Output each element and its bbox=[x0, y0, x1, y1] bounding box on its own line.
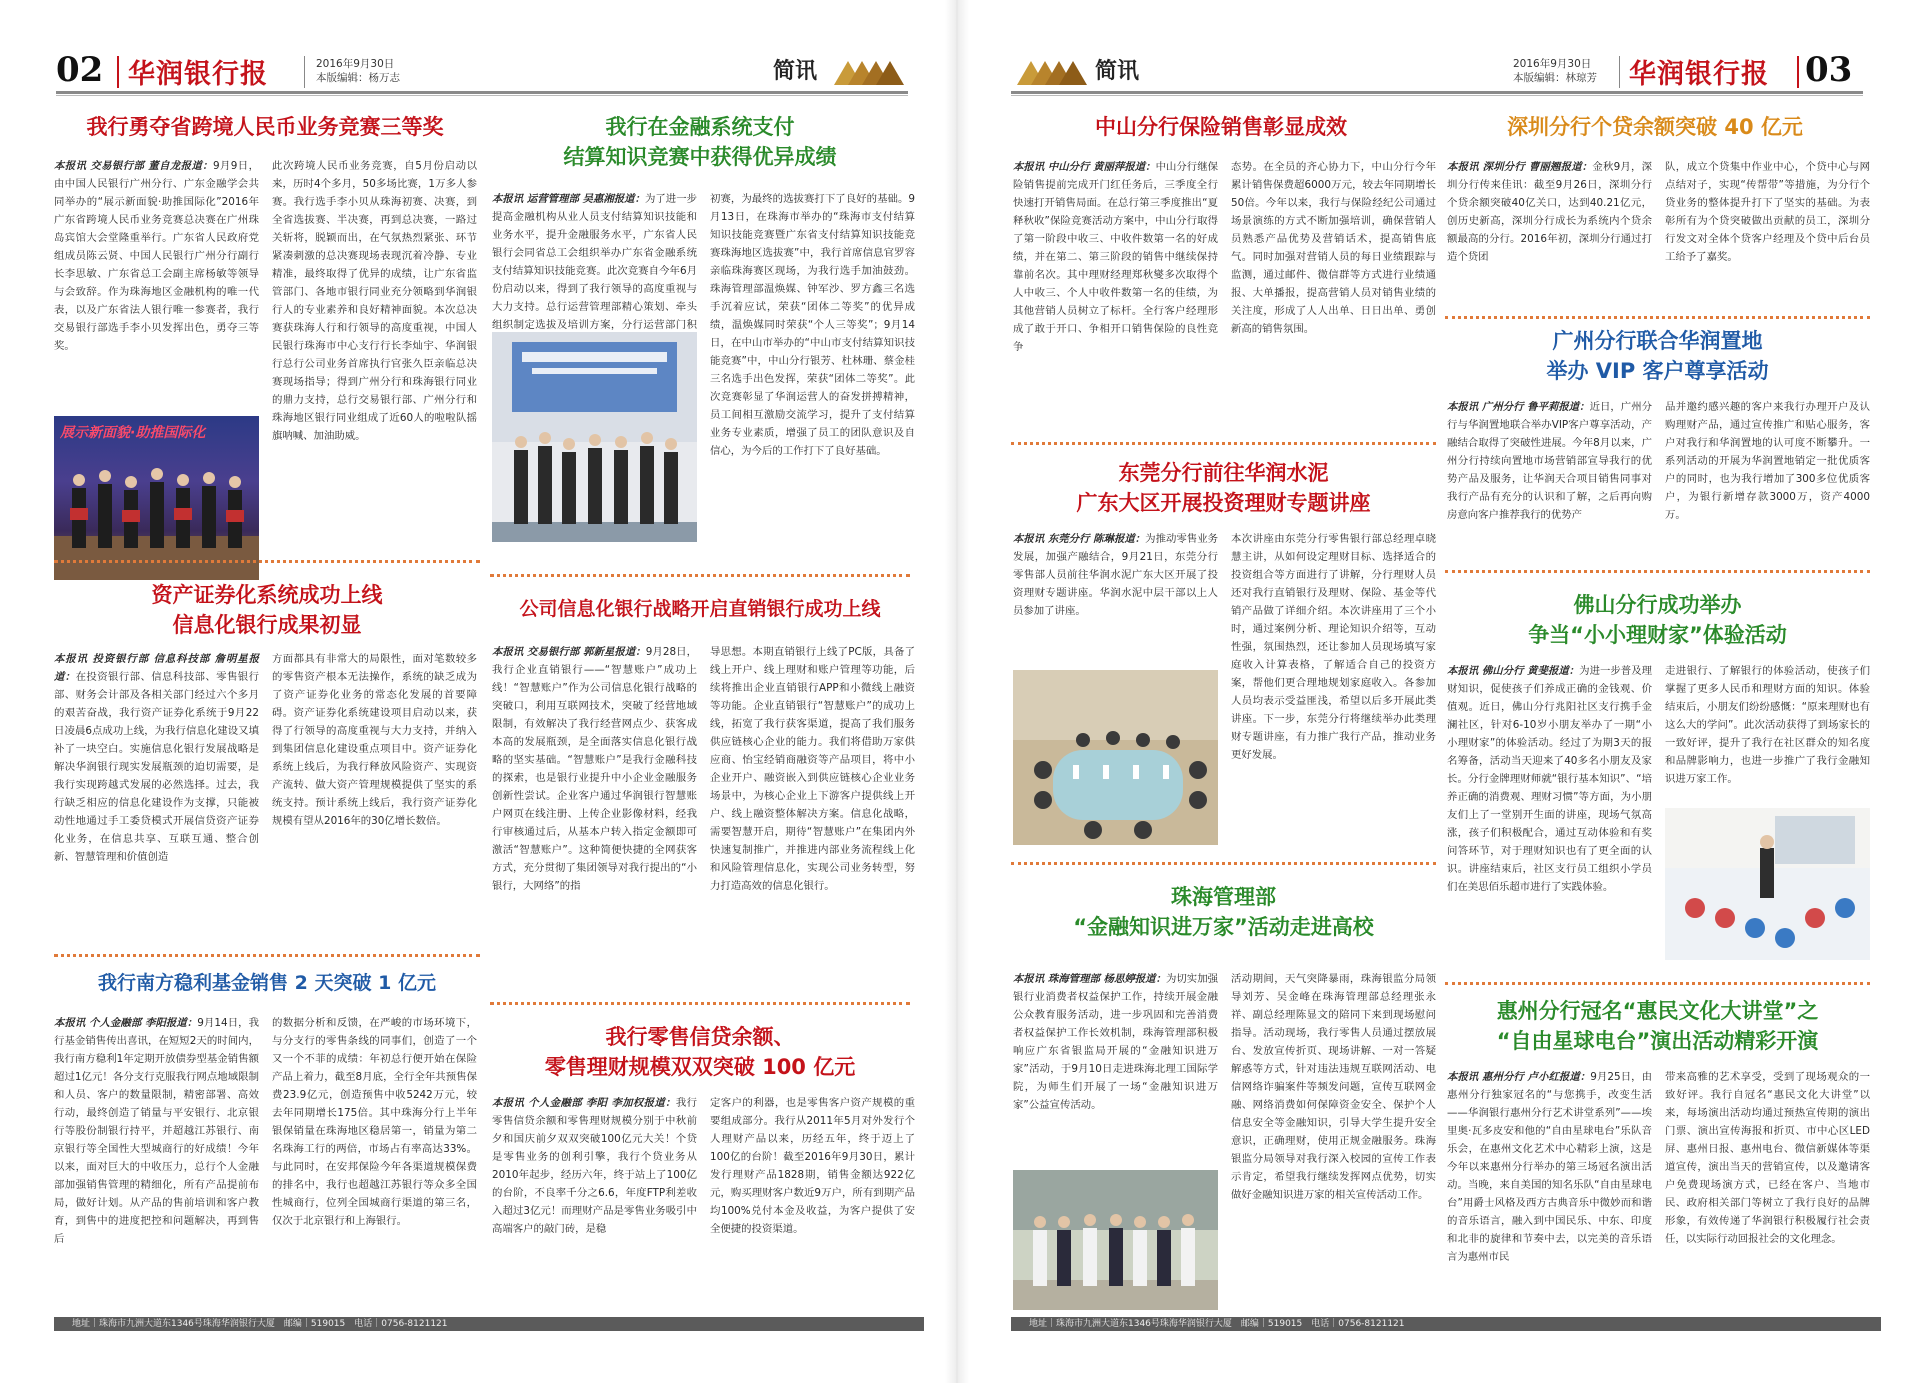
article-title: 东莞分行前往华润水泥 广东大区开展投资理财专题讲座 bbox=[1076, 461, 1371, 515]
byline: 本报讯 广州分行 鲁平莉报道： bbox=[1447, 401, 1590, 413]
article-body-col2: 态势。在全员的齐心协力下，中山分行今年累计销售保费超6000万元，较去年同期增长50倍。今年以来，我行与保险经纪公司通过场景演练的方式不断加强培训，确保营销人员熟悉产品优势及营销话术，提高销售底气。同时加强对营销人员的每日业绩跟踪与监测，通过邮件、微信群等方式进行业绩通报、大单播报，提高营销人员对销售业绩的关注度，形成了人人出单、日日出单、勇创新高的销售氛围。 bbox=[1231, 161, 1436, 335]
byline: 本报讯 交易银行部 董自龙报道： bbox=[54, 160, 214, 172]
article-body-col2: 定客户的利器，也是零售客户资产规模的重要组成部分。我行从2011年5月对外发行个人理财产品以来，历经五年，终于迈上了100亿的台阶！截至2016年9月30日，累计发行理财产品1828期，销售金额达922亿元，购买理财客户数近9万户，所有到期产品均100%兑付本金及收益，为客户提供了安全便捷的投资渠道。 bbox=[710, 1097, 915, 1235]
footer-address: 地址｜珠海市九洲大道东1346号珠海华润银行大厦 邮编｜519015 电话｜0756-8121121 bbox=[1011, 1317, 1881, 1331]
header-rule bbox=[1011, 95, 1863, 96]
paragraph: 9月25日，由惠州分行独家冠名的“与您携手，改变生活——华润银行惠州分行艺术讲堂系列”——埃里奥·瓦多皮安和他的“自由星球电台”乐队音乐会，在惠州文化艺术中心精彩上演，这是今年以来惠州分行举办的第三场冠名演出活动。当晚，来自美国的知名乐队“自由星球电台”用爵士风格及西方古典音乐中微妙而和谐的音乐语言，融入到中国民乐、中东、印度和北非的旋律和节奏中去，以完美的音乐语言为惠州市民 bbox=[1447, 1071, 1652, 1263]
article-title: 我行勇夺省跨境人民币业务竞赛三等奖 bbox=[86, 115, 444, 139]
issue-meta bbox=[316, 57, 400, 85]
article-title: 我行零售信贷余额、 零售理财规模双双突破 100 亿元 bbox=[544, 1025, 856, 1079]
dotted-separator bbox=[1011, 862, 1436, 865]
footer-address: 地址｜珠海市九洲大道东1346号珠海华润银行大厦 邮编｜519015 电话｜0756-8121121 bbox=[54, 1317, 924, 1331]
issue-date: 2016年9月30日 bbox=[316, 58, 395, 70]
page-number: 02 bbox=[56, 50, 104, 90]
kids-class-illustration bbox=[1665, 808, 1870, 960]
page-number: 03 bbox=[1805, 50, 1853, 90]
header-divider bbox=[304, 56, 305, 88]
article-title: 资产证券化系统成功上线 信息化银行成果初显 bbox=[151, 583, 383, 637]
award-photo bbox=[54, 416, 259, 580]
kids-photo bbox=[1665, 808, 1870, 960]
editor: 本版编辑：杨万志 bbox=[316, 72, 400, 84]
article-title: 广州分行联合华润置地 举办 VIP 客户尊享活动 bbox=[1546, 329, 1769, 383]
article-body-col2: 走进银行、了解银行的体验活动，使孩子们掌握了更多人民币和理财方面的知识。体验结束后，小朋友们纷纷感慨：“原来理财也有这么大的学问”。此次活动获得了到场家长的一致好评，提升了我行在社区群众的知名度和品牌影响力，也进一步推广了我行金融知识进万家工作。 bbox=[1665, 665, 1870, 785]
dotted-separator bbox=[54, 954, 480, 957]
byline: 本报讯 珠海管理部 杨思婷报道： bbox=[1013, 973, 1166, 985]
article-body-col2: 本次讲座由东莞分行零售银行部总经理卓晓慧主讲，从如何设定理财目标、选择适合的投资组合等方面进行了讲解，分行理财人员还对我行直销银行及理财、保险、基金等代销产品做了详细介绍。本次讲座用了三个小时，通过案例分析、理论知识介绍等，互动性强，氛围热烈，还让参加人员现场填写家庭收入计算表格，了解适合自己的投资方案，帮他们更合理地规划家庭收入。各参加人员均表示受益匪浅，希望以后多开展此类讲座。下一步，东莞分行将继续举办此类理财专题讲座，有力推广我行产品，推动业务更好发展。 bbox=[1231, 533, 1436, 761]
page-right bbox=[957, 0, 1914, 1383]
article-title: 中山分行保险销售彰显成效 bbox=[1095, 115, 1347, 139]
article-body bbox=[54, 650, 259, 938]
article-body bbox=[54, 157, 259, 419]
article-title: 珠海管理部 “金融知识进万家”活动走进高校 bbox=[1073, 885, 1374, 939]
lecture-room-illustration bbox=[1013, 670, 1218, 845]
article-title: 深圳分行个贷余额突破 40 亿元 bbox=[1507, 115, 1803, 139]
article-body-col2: 的数据分析和反馈，在严峻的市场环境下，与分支行的零售条线的同事们，创造了一个又一个不菲的成绩：年初总行便开始在保险产品上着力，截至8月底，全行全年共预售保费23.9亿元，创造预售中收5242万元，较去年同期增长175倍。其中珠海分行上半年银保销量在珠海地区稳居第一，销量为第二名珠海工行的两倍，市场占有率高达33%。与此同时，在安邦保险今年各渠道规模保费的排名中，我行也超越江苏银行等众多全国性城商行，位列全国城商行渠道的第三名，仅次于北京银行和上海银行。 bbox=[272, 1017, 477, 1227]
article-title: 惠州分行冠名“惠民文化大讲堂”之 “自由星球电台”演出活动精彩开演 bbox=[1496, 999, 1819, 1053]
article-body bbox=[1013, 970, 1218, 1160]
issue-date: 2016年9月30日 bbox=[1513, 58, 1592, 70]
byline: 本报讯 东莞分行 陈琳报道： bbox=[1013, 533, 1146, 545]
header-divider bbox=[1797, 56, 1799, 88]
award-people-illustration bbox=[54, 416, 259, 580]
editor: 本版编辑：林琼芳 bbox=[1513, 72, 1597, 84]
header-divider bbox=[1619, 56, 1620, 88]
competition-group-illustration bbox=[492, 332, 697, 542]
campus-photo bbox=[1013, 1170, 1218, 1310]
section-title: 简讯 bbox=[1095, 59, 1140, 84]
article-title: 公司信息化银行战略开启直销银行成功上线 bbox=[519, 598, 881, 620]
article-body bbox=[1447, 662, 1652, 964]
campus-group-illustration bbox=[1013, 1170, 1218, 1310]
dotted-separator bbox=[1445, 316, 1870, 319]
dotted-separator bbox=[1445, 570, 1870, 573]
article-body bbox=[492, 1094, 697, 1308]
paragraph: 为了进一步提高金融机构从业人员支付结算知识技能和业务水平，提升金融服务水平，广东省人民银行会同省总工会组织举办广东省金融系统支付结算知识技能竞赛。此次竞赛自今年6月份启动以来，得到了我行领导的高度重视与大力支持。总行运营管理部精心策划、牵头组织制定选拔及培训方案，分行运营部门积 bbox=[492, 193, 698, 331]
article-body bbox=[1447, 398, 1652, 556]
paragraph: 9月9日，由中国人民银行广州分行、广东金融学会共同举办的“展示新面貌·助推国际化”2016年广东省跨境人民币业务竞赛总决赛在广州珠岛宾馆大会堂隆重举行。广东省人民政府党组成员陈云贤、中国人民银行广州分行副行长李思敏、广东省总工会副主席杨敏等领导与会致辞。作为珠海地区金融机构的唯一代表，以及广东省法人银行唯一参赛者，我行交易银行部选手李小贝发挥出色，勇夺三等奖。 bbox=[54, 160, 259, 352]
byline: 本报讯 中山分行 黄丽萍报道： bbox=[1013, 161, 1156, 173]
article-body bbox=[1013, 530, 1218, 668]
header-rule bbox=[56, 95, 908, 96]
article-title: 我行南方稳利基金销售 2 天突破 1 亿元 bbox=[98, 972, 436, 994]
paragraph: 近日，广州分行与华润置地联合举办VIP客户尊享活动，产融结合取得了突破性进展。今年8月以来，广州分行持续向置地市场营销部宣导我行的优势产品及服务，让华润天合项目销售同事对我行产品有充分的认识和了解，之后再向购房意向客户推荐我行的优势产 bbox=[1447, 401, 1653, 521]
article-body-col2: 初赛，为最终的选拔赛打下了良好的基础。9月13日，在珠海市举办的“珠海市支付结算知识技能竞赛暨广东省支付结算知识技能竞赛珠海地区选拔赛”中，我行首席信息官罗容亲临珠海赛区现场，为我行选手加油鼓劲。珠海管理部温焕媒、钟军沙、罗方鑫三名选手沉着应试，荣获“团体二等奖”的优异成绩，温焕媒同时荣获“个人三等奖”；9月14日，在中山市举办的“中山市支付结算知识技能竞赛”中，中山分行银芳、杜林珊、蔡金桂三名选手出色发挥，荣获“团体二等奖”。此次竞赛彰显了华润运营人的奋发拼搏精神，员工间相互激励交流学习，提升了支付结算业务专业素质，增强了员工的团队意识及自信心，为今后的工作打下了良好基础。 bbox=[710, 193, 915, 457]
article-body-col2: 活动期间，天气突降暴雨，珠海银监分局领导刘芳、吴金峰在珠海管理部总经理张永祥、副总经理陈显文的陪同下来到现场慰问指导。活动现场，我行零售人员通过摆放展台、发放宣传折页、现场讲解、一对一答疑解惑等方式，针对违法违规互联网活动、电信网络诈骗案件等频发问题，宣传互联网金融、网络消费如何保障资金安全、保护个人信息安全等金融知识，引导大学生提升安全意识，正确理财，使用正规金融服务。珠海银监分局领导对我行深入校园的宣传工作表示肯定，希望我行继续发挥网点优势，切实做好金融知识进万家的相关宣传活动工作。 bbox=[1231, 973, 1436, 1201]
article-body bbox=[1447, 1068, 1652, 1310]
article-body-col2: 导思想。本期直销银行上线了PC版，具备了线上开户、线上理财和账户管理等功能，后续将推出企业直销银行APP和小微线上融资等功能。企业直销银行“智慧账户”的成功上线，拓宽了我行获客渠道，提高了我们服务供应链核心企业的能力。我们将借助万家供应商、怡宝经销商融资等产品项目，将中小企业开户、融资嵌入到供应链核心企业业务场景中，为核心企业上下游客户提供线上开户、线上融资整体解决方案。信息化战略，需要智慧开启，期待“智慧账户”在集团内外快速复制推广，并推进内部业务流程线上化和风险管理信息化，实现公司业务转型，努力打造高效的信息化银行。 bbox=[710, 646, 915, 892]
issue-meta bbox=[1513, 57, 1597, 85]
competition-photo bbox=[492, 332, 697, 542]
byline: 本报讯 惠州分行 卢小红报道： bbox=[1447, 1071, 1591, 1083]
paragraph: 金秋9月，深圳分行传来佳讯：截至9月26日，深圳分行个贷余额突破40亿关口，达到40.21亿元，创历史新高，深圳分行成长为系统内个贷余额最高的分行。2016年初，深圳分行通过打造个贷团 bbox=[1447, 161, 1652, 263]
article-body bbox=[1447, 158, 1652, 300]
paragraph: 在投资银行部、信息科技部、零售银行部、财务会计部及各相关部门经过六个多月的艰苦奋战，我行资产证券化系统于9月22日凌晨6点成功上线，为我行信息化建设又填补了一块空白。实施信息化银行发展战略是解决华润银行现实发展瓶颈的迫切需要，是我行实现跨越式发展的必然选择。过去，我行缺乏相应的信息化建设作为支撑，只能被动性地通过手工委贷模式开展信贷资产证券化业务，在信息共享、互联互通、整合创新、智慧管理和价值创造 bbox=[54, 671, 259, 863]
dotted-separator bbox=[490, 574, 910, 577]
byline: 本报讯 交易银行部 郭新星报道： bbox=[492, 646, 646, 658]
paragraph: 9月28日，我行企业直销银行——“智慧账户”成功上线！“智慧账户”作为公司信息化银行战略的突破口，利用互联网技术，突破了经营地域限制，有效解决了我行经营网点少、获客成本高的发展瓶颈，是全面落实信息化银行战略的坚实基础。“智慧账户”是我行金融科技的探索，也是银行业提升中小企业金融服务创新性尝试。企业客户通过华润银行智慧账户网页在线注册、上传企业影像材料，经我行审核通过后，从基本户转入指定金额即可激活“智慧账户”。这种简便快捷的全网获客方式，充分贯彻了集团领导对我行提出的“小银行，大网络”的指 bbox=[492, 646, 697, 892]
header-divider bbox=[117, 56, 119, 88]
brand-mountain-icon bbox=[1017, 59, 1089, 85]
article-title: 我行在金融系统支付 结算知识竞赛中获得优异成绩 bbox=[563, 115, 837, 169]
article-body bbox=[1013, 158, 1218, 426]
byline: 本报讯 个人金融部 李阳报道： bbox=[54, 1017, 198, 1029]
paragraph: 为推动零售业务发展，加强产融结合，9月21日，东莞分行零售部人员前往华润水泥广东大区开展了投资理财专题讲座。华润水泥中层干部以上人员参加了讲座。 bbox=[1013, 533, 1219, 617]
byline: 本报讯 个人金融部 李阳 李加权报道： bbox=[492, 1097, 676, 1109]
dotted-separator bbox=[1011, 442, 1436, 445]
article-title: 佛山分行成功举办 争当“小小理财家”体验活动 bbox=[1528, 593, 1787, 647]
dotted-separator bbox=[490, 1002, 910, 1005]
photo-banner-text: 展示新面貌·助推国际化 bbox=[60, 425, 206, 441]
lecture-photo bbox=[1013, 670, 1218, 845]
paragraph: 我行零售信贷余额和零售理财规模分别于中秋前夕和国庆前夕双双突破100亿元大关！个贷是零售业务的创利引擎，我行个贷业务从2010年起步，经历六年，终于站上了100亿的台阶，不良率千分之6.6，年度FTP利差收入超过3亿元！而理财产品是零售业务吸引中高端客户的敲门砖，是稳 bbox=[492, 1097, 697, 1235]
article-body-col2: 品并邀约感兴趣的客户来我行办理开户及认购理财产品，通过宣传推广和贴心服务，客户对我行和华润置地的认可度不断攀升。一系列活动的开展为华润置地销定一批优质客户的同时，也为我行增加了300多位优质客户，为银行新增存款3000万，资产4000万。 bbox=[1665, 401, 1870, 521]
article-body-col2: 队，成立个贷集中作业中心，个贷中心与网点结对子，实现“传帮带”等措施，为分行个贷业务的整体提升打下了坚实的基础。为表彰所有为个贷突破做出贡献的员工，深圳分行发文对全体个贷客户经理及个贷中后台员工给予了嘉奖。 bbox=[1665, 161, 1870, 263]
paragraph: 为切实加强银行业消费者权益保护工作，持续开展金融公众教育服务活动，进一步巩固和完善消费者权益保护工作长效机制，珠海管理部积极响应广东省银监局开展的“金融知识进万家”活动，于9月10日走进珠海北理工国际学院，为师生们开展了一场“金融知识进万家”公益宣传活动。 bbox=[1013, 973, 1219, 1111]
article-body-col2: 此次跨境人民币业务竞赛，自5月份启动以来，历时4个多月，50多场比赛，1万多人参赛。我行选手李小贝从珠海初赛、决赛，到全省选拔赛、半决赛，再到总决赛，一路过关斩将，脱颖而出，在气氛热烈紧张、环节紧凑刺激的总决赛现场表现沉着冷静、专业精准，最终取得了优异的成绩，让广东省监管部门、各地市银行同业充分领略到华润银行人的专业素养和良好精神面貌。本次总决赛获珠海人行和行领导的高度重视，中国人民银行珠海市中心支行行长李灿宇、华润银行总行公司业务首席执行官张久臣亲临总决赛现场指导；得到广州分行和珠海银行同业的鼎力支持，总行交易银行部、广州分行和珠海地区银行同业组成了近60人的啦啦队摇旗呐喊、加油助威。 bbox=[272, 160, 477, 442]
paragraph: 9月14日，我行基金销售传出喜讯，在短短2天的时间内，我行南方稳利1年定期开放债券型基金销售额超过1亿元！各分支行克服我行网点地域限制和人员、客户的数量限制，精密部署、高效行动，最终创造了销量与平安银行、北京银行等股份制银行持平，并超越江苏银行、南京银行等全国性大型城商行的好成绩！今年以来，面对巨大的中收压力，总行个人金融部加强销售管理的精细化，所有产品提前布局，做好计划。从产品的售前培训和客户教育，到售中的进度把控和问题解决，再到售后 bbox=[54, 1017, 259, 1245]
brand-mountain-icon bbox=[834, 59, 906, 85]
header-rule bbox=[56, 91, 908, 94]
article-body bbox=[492, 643, 697, 985]
byline: 本报讯 深圳分行 曹丽翘报道： bbox=[1447, 161, 1593, 173]
article-body-col2: 带来高雅的艺术享受，受到了现场观众的一致好评。我行自冠名“惠民文化大讲堂”以来，每场演出活动均通过预热宣传期的演出门票、演出宣传海报和折页、市中心区LED屏、惠州日报、惠州电台、微信新媒体等渠道宣传，演出当天的营销宣传，以及邀请客户免费现场演方式，已经在客户、当地市民、政府相关部门等树立了我行良好的品牌形象，有效传递了华润银行积极履行社会责任，以实际行动回报社会的文化理念。 bbox=[1665, 1071, 1870, 1245]
paper-name: 华润银行报 bbox=[1629, 59, 1769, 90]
byline: 本报讯 运营管理部 吴惠湘报道： bbox=[492, 193, 645, 205]
paragraph: 为进一步普及理财知识，促使孩子们养成正确的金钱观、价值观。近日，佛山分行兆阳社区支行携手金澜社区，针对6-10岁小朋友举办了一期“小小理财家”的体验活动。经过了为期3天的报名筹备，活动当天迎来了40多名小朋友及家长。分行金牌理财师就“银行基本知识”、“培养正确的消费观、理财习惯”等方面，为小朋友们上了一堂别开生面的讲座，现场气氛高涨，孩子们积极配合，通过互动体验和有奖问答环节，对于理财知识也有了更全面的认识。讲座结束后，社区支行员工组织小学员们在美思佰乐超市进行了实践体验。 bbox=[1447, 665, 1653, 893]
paper-name: 华润银行报 bbox=[128, 59, 268, 90]
dotted-separator bbox=[54, 560, 480, 563]
header-rule bbox=[1011, 91, 1863, 94]
dotted-separator bbox=[1445, 982, 1870, 985]
byline: 本报讯 投资银行部 信息科技部 詹明星报道： bbox=[54, 653, 259, 683]
article-body bbox=[54, 1014, 259, 1308]
article-body bbox=[492, 190, 698, 331]
article-body-col2: 方面都具有非常大的局限性，面对笔数较多的零售资产根本无法操作，系统的缺乏成为了资产证券化业务的常态化发展的首要障碍。资产证券化系统建设项目启动以来，获得了行领导的高度重视与大力支持，并纳入到集团信息化建设重点项目中。资产证券化系统上线后，为我行释放风险资产、实现资产流转、做大资产管理规模提供了坚实的系统支持。预计系统上线后，我行资产证券化规模有望从2016年的30亿增长数倍。 bbox=[272, 653, 477, 827]
paragraph: 中山分行继保险销售提前完成开门红任务后，三季度全行快速打开销售局面。在总行第三季度推出“夏释秋收”保险竞赛活动方案中，中山分行取得了第一阶段中收三、中收件数第一名的好成绩，并在第二、第三阶段的销售中继续保持靠前名次。其中理财经理郑秋燮多次取得个人中收三、个人中收件数第一名的佳绩，为其他营销人员树立了标杆。全行客户经理形成了敢于开口、争相开口销售保险的良性竞争 bbox=[1013, 161, 1219, 353]
byline: 本报讯 佛山分行 黄斐报道： bbox=[1447, 665, 1580, 677]
section-title: 简讯 bbox=[773, 59, 818, 84]
